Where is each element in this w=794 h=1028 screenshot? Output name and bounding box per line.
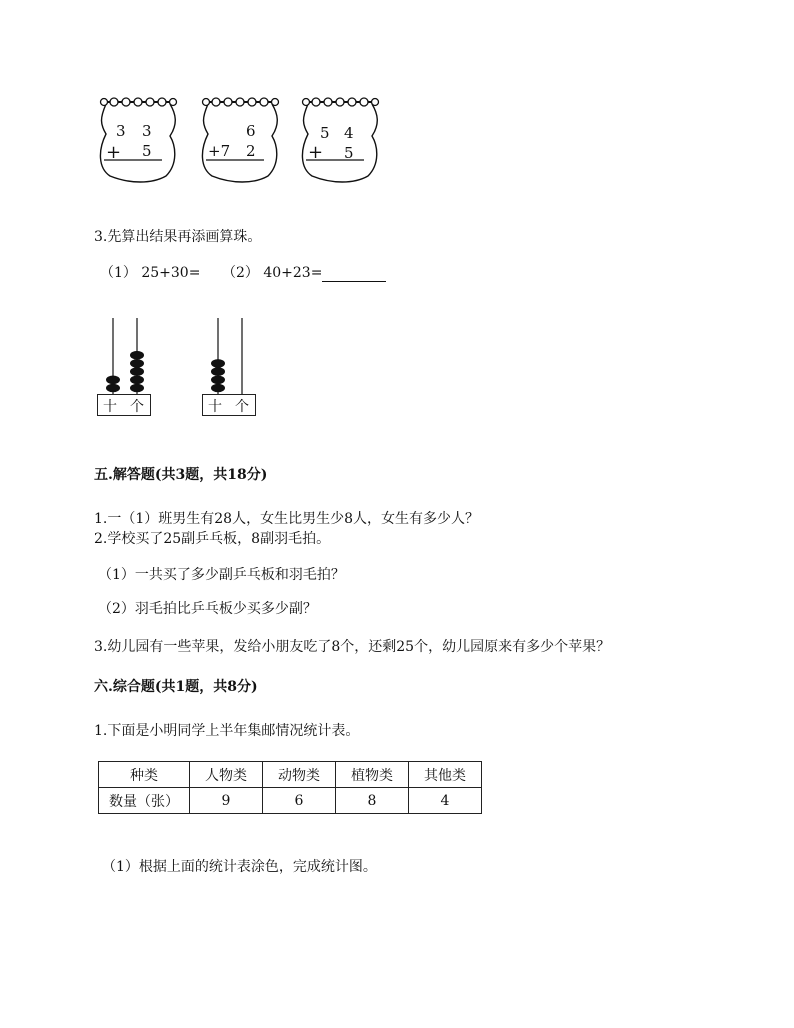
abacus-bead xyxy=(130,351,144,360)
bag-digit: 2 xyxy=(246,142,256,160)
bag-operator: + xyxy=(106,142,122,163)
abacus-1-frame xyxy=(97,394,151,416)
abacus-bead xyxy=(130,359,144,368)
bag-problem-3 xyxy=(298,94,380,184)
bag-digit: 5 xyxy=(142,142,152,160)
section-6-subquestion-1: （1）根据上面的统计表涂色，完成统计图。 xyxy=(102,859,377,875)
bag-drawing-icon xyxy=(198,94,280,184)
bag-digit: 5 xyxy=(320,124,330,142)
table-cell: 数量（张） xyxy=(99,788,190,814)
table-header-cell: 种类 xyxy=(99,762,190,788)
question-3-part-1: （1） 25+30= xyxy=(100,265,201,281)
abacus-bead xyxy=(130,384,144,393)
question-3-part-2-row xyxy=(222,262,386,282)
ones-label: 个 xyxy=(235,399,249,415)
bag-digit: 6 xyxy=(246,122,256,140)
answer-blank[interactable] xyxy=(322,267,386,282)
bag-operator: + xyxy=(308,142,324,163)
abacus-bead xyxy=(211,384,225,393)
section-5-question-2a: （1）一共买了多少副乒乓板和羽毛拍？ xyxy=(98,567,345,583)
abacus-2-frame xyxy=(202,394,256,416)
table-cell: 9 xyxy=(190,788,263,814)
bag-drawing-icon xyxy=(298,94,380,184)
table-header-row xyxy=(99,762,482,788)
abacus-beads-2 xyxy=(202,318,260,398)
section-5-question-2b: （2）羽毛拍比乒乓板少买多少副？ xyxy=(98,601,317,617)
section-6-heading: 六.综合题(共1题，共8分) xyxy=(94,679,258,695)
question-3-part-2: （2） 40+23= xyxy=(222,265,323,281)
table-cell: 6 xyxy=(263,788,336,814)
section-5-question-3: 3.幼儿园有一些苹果，发给小朋友吃了8个，还剩25个，幼儿园原来有多少个苹果？ xyxy=(94,639,611,655)
bag-digit: 3 xyxy=(142,122,152,140)
tens-label: 十 xyxy=(103,399,117,415)
table-row xyxy=(99,788,482,814)
section-5-question-2: 2.学校买了25副乒乓板，8副羽毛拍。 xyxy=(94,531,331,547)
question-3-title: 3.先算出结果再添画算珠。 xyxy=(94,229,262,245)
table-header-cell: 其他类 xyxy=(409,762,482,788)
table-cell: 4 xyxy=(409,788,482,814)
abacus-bead xyxy=(211,359,225,368)
abacus-beads-1 xyxy=(97,318,155,398)
table-cell: 8 xyxy=(336,788,409,814)
ones-label: 个 xyxy=(130,399,144,415)
bag-digit: 4 xyxy=(344,124,354,142)
table-header-cell: 植物类 xyxy=(336,762,409,788)
abacus-1 xyxy=(97,318,155,418)
abacus-bead xyxy=(106,384,120,393)
bag-problem-2 xyxy=(198,94,280,184)
tens-label: 十 xyxy=(208,399,222,415)
section-5-heading: 五.解答题(共3题，共18分) xyxy=(94,467,268,483)
table-header-cell: 人物类 xyxy=(190,762,263,788)
bag-drawing-icon xyxy=(96,94,178,184)
section-6-question-1: 1.下面是小明同学上半年集邮情况统计表。 xyxy=(94,723,360,739)
abacus-bead xyxy=(106,376,120,385)
abacus-bead xyxy=(130,376,144,385)
bag-problem-1 xyxy=(96,94,178,184)
abacus-bead xyxy=(211,367,225,376)
abacus-bead xyxy=(211,376,225,385)
stamp-statistics-table xyxy=(98,761,482,814)
bag-digit: 3 xyxy=(116,122,126,140)
bag-digit: 5 xyxy=(344,144,354,162)
bag-operator: +7 xyxy=(208,142,231,160)
section-5-question-1: 1.一（1）班男生有28人，女生比男生少8人，女生有多少人？ xyxy=(94,511,479,527)
table-header-cell: 动物类 xyxy=(263,762,336,788)
abacus-2 xyxy=(202,318,260,418)
abacus-bead xyxy=(130,367,144,376)
